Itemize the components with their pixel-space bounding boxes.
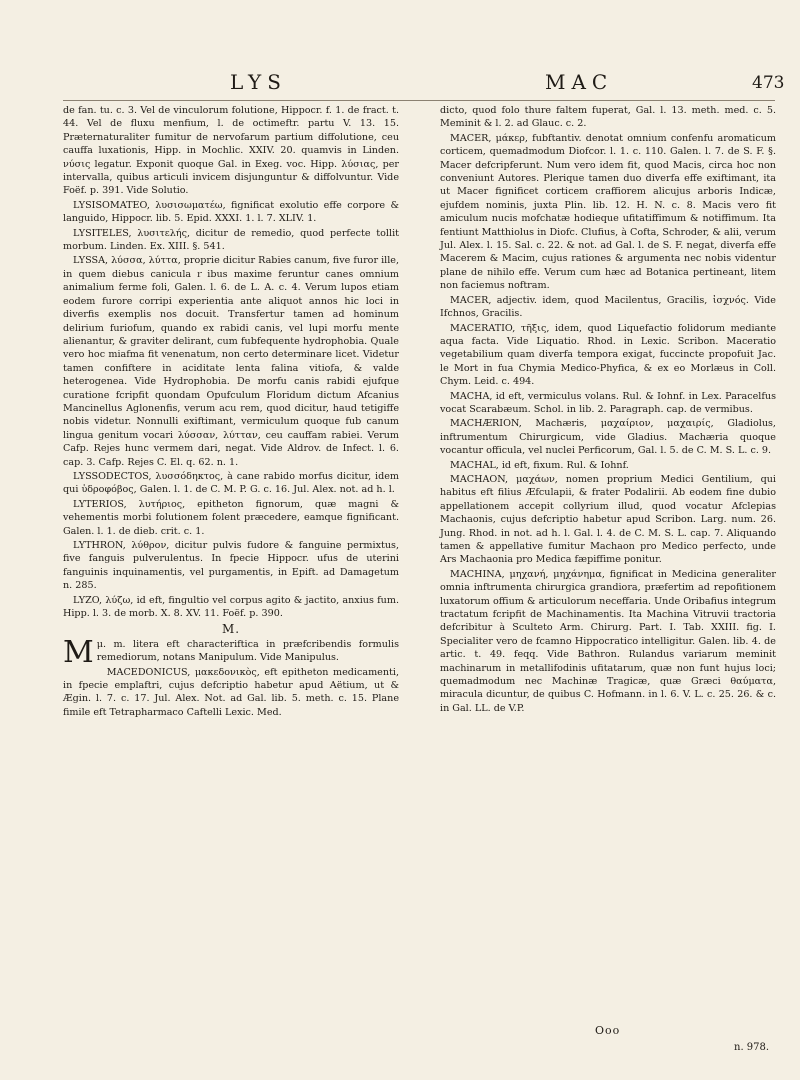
right-column bbox=[440, 104, 776, 716]
entry-paragraph: MACHA, id eft, vermiculus volans. Rul. & Iohnf. in Lex. Paracelfus vocat Scarabæum. Schol. in lib. 2. Paragraph. cap. de vermibus. bbox=[440, 390, 776, 415]
entry-paragraph: dicto, quod folo thure faltem fuperat, Gal. l. 13. meth. med. c. 5. Meminit & l. 2. ad Glauc. c. 2. bbox=[440, 105, 776, 130]
entry-text: μ. m. litera eft characteriftica in præfcribendis formulis remediorum, notans Manipulum. Vide Manipulus. bbox=[96, 638, 399, 664]
entry-paragraph: LYSSA, λύσσα, λύττα, proprie dicitur Rabies canum, five furor ille, in quem diebus caniculaｒibus maxime feruntur canes omnium animalium ferme foli, Galen. l. 6. de L. A. c. 4. Verum lupos etiam eodem furore corripi experientia ante aliquot annos hic loci in diverfis exemplis nos docuit. Transfertur tamen ad hominum delirium furiofum, quando ex rabidi canis, vel lupi morfu mente alienantur, & graviter delirant, cum fubfequente hydrophobia. Quale vero hoc miafma fit venenatum, non certo determinare licet. Videtur tamen confiftere in aciditate lenta falina vitiofa, & valde heterogenea. Vide Hydrophobia. De morfu canis rabidi ejufque curatione fcripfit quondam Opufculum Floridum dictum Afcanius Mancinellus Aglonenfis, verum acu rem, quod dicitur, haud tetigiffe nobis videtur. Nonnulli exiftimant, vermiculum quoque fub canum lingua genitum vocari λύσσαν, λύτταν, ceu cauffam rabiei. Verum Cafp. Rejes hunc vermem dari, negat. Vide Aldrov. de Infect. l. 6. cap. 3. Cafp. Rejes C. El. q. 62. n. 1. bbox=[63, 255, 400, 468]
entry-paragraph: MACER, adjectiv. idem, quod Macilentus, Gracilis, ἰσχνός. Vide Ifchnos, Gracilis. bbox=[440, 294, 776, 320]
entry-paragraph: LYTERIOS, λυτήριος, epitheton fignorum, quæ magni & vehementis morbi folutionem folent præcedere, eamque fignificant. Galen. l. 1. de dieb. crit. c. 1. bbox=[63, 498, 399, 537]
running-head-left: LYS bbox=[230, 70, 287, 94]
entry-paragraph: MACHINA, μηχανή, μηχάνημα, fignificat in Medicina generaliter omnia inftrumenta chirurgica grandiora, præfertim ad repofitionem luxatorum offium & articulorum neceffaria. Unde Oribafius integrum tractatum fcripfit de Machinamentis. Ita Machina Vitruvii tractoria defcribitur à Sculteto Arm. Chirurg. Part. I. Tab. XXIII. fig. I. Specialiter vero de fcamno Hippocratico intelligitur. Galen. lib. 4. de artic. t. 49. feqq. Vide Bathron. Rulandus variarum meminit machinarum in metallifodinis ufitatarum, quæ non funt hujus loci; quemadmodum nec Machinæ Tragicæ, quæ Græci θαύματα, miracula dicuntur, de quibus C. Hofmann. in l. 6. V. L. c. 25. 26. & c. in Gal. LL. de V.P. bbox=[440, 568, 776, 714]
entry-paragraph bbox=[63, 634, 399, 670]
drop-cap: M bbox=[63, 634, 94, 670]
entry-paragraph: MACHÆRION, Machæris, μαχαίριον, μαχαιρίς, Gladiolus, inftrumentum Chirurgicum, vide Gladius. Machæria quoque vocantur officula, vel nuclei Perficorum, Gal. l. 5. de C. M. S. L. c. 9. bbox=[440, 418, 776, 457]
left-column bbox=[63, 104, 399, 720]
running-head-right: MAC bbox=[545, 70, 614, 94]
entry-paragraph: MACER, μάκερ, fubftantiv. denotat omnium confenfu aromaticum corticem, quemadmodum Diofcor. l. 1. c. 110. Galen. l. 7. de S. F. §. Macer defcripferunt. Num vero idem fit, quod Macis, circa hoc non conveniunt Autores. Plerique tamen duo diverfa effe exiftimant, ita ut Macer fignificet corticem craffiorem alicujus arboris Indicæ, ejufdem nominis, juxta Plin. lib. 12. H. N. c. 8. Macis vero fit amiculum nucis mofchatæ hodieque ufitatiffimum & notiffimum. Ita fentiunt Matthiolus in Diofc. Clufius, à Cofta, Schroder, & alii, verum Jul. Alex. l. 15. Sal. c. 22. & not. ad Gal. l. de S. F. negat, diverfa effe Macerem & Macim, cujus rationes & argumenta nec nobis videntur plane de nihilo effe. Verum cum hæc ad Botanica pertineant, litem non faciemus noftram. bbox=[440, 132, 776, 292]
catchword: n. 978. bbox=[734, 1042, 770, 1053]
entry-paragraph: MACERATIO, τῆξις, idem, quod Liquefactio folidorum mediante aqua facta. Vide Liquatio. Rhod. in Lexic. Scribon. Maceratio vegetabilium quam diverfa tempora exigat, fuccincte propofuit Jac. le Mort in fua Chymia Medico-Phyfica, & ex eo Morlæus in Coll. Chym. Leid. c. 494. bbox=[440, 322, 776, 388]
entry-paragraph: LYSISOMATEO, λυσισωματέω, fignificat exolutio effe corpore & languido, Hippocr. lib. 5. Epid. XXXI. 1. l. 7. XLIV. 1. bbox=[63, 199, 399, 225]
entry-paragraph: LYSITELES, λυσιτελής, dicitur de remedio, quod perfecte tollit morbum. Linden. Ex. XIII. §. 541. bbox=[63, 227, 399, 253]
entry-paragraph: LYSSODECTOS, λυσσόδηκτος, à cane rabido morfus dicitur, idem qui ὑδροφόβος, Galen. l. 1. de C. M. P. G. c. 16. Jul. Alex. not. ad h. l. bbox=[63, 470, 399, 496]
entry-paragraph: LYZO, λύζω, id eft, fingultio vel corpus agito & jactito, anxius fum. Hipp. l. 3. de morb. X. 8. XV. 11. Foëf. p. 390. bbox=[63, 594, 399, 620]
section-heading: M. bbox=[221, 622, 241, 637]
signature-mark: Ooo bbox=[595, 1024, 621, 1037]
entry-paragraph: LYTHRON, λύθρον, dicitur pulvis fudore & fanguine permixtus, five fanguis pulverulentus. In fpecie Hippocr. ufus de uterini fanguinis inquinamentis, vel purgamentis, in Epift. ad Damagetum n. 285. bbox=[63, 540, 399, 592]
entry-paragraph: MACHAL, id eft, fixum. Rul. & Iohnf. bbox=[450, 459, 629, 471]
entry-paragraph: MACHAON, μαχάων, nomen proprium Medici Gentilium, qui habitus eft filius Æfculapii, & frater Podalirii. Ab eodem fine dubio appellationem accepit collyrium illud, quod vocatur Afclepias Machaonis, cujus defcriptio habetur apud Scribon. Larg. num. 26. Jung. Rhod. in not. ad h. l. Gal. l. 4. de C. M. S. L. cap. 7. Aliquando tamen & appellative fumitur Machaon pro Medico perfecto, unde Ars Machaonia pro Medica fæpiffime ponitur. bbox=[440, 473, 776, 566]
page-number: 473 bbox=[752, 73, 785, 93]
entry-paragraph: de fan. tu. c. 3. Vel de vinculorum folutione, Hippocr. f. 1. de fract. t. 44. Vel de fluxu menfium, l. de octimeftr. partu V. 13. 15. Præternaturaliter fumitur de nervofarum partium diffolutione, ceu cauffa luxationis, Hipp. in Mochlic. XXIV. 20. quamvis in Linden. νύσις legatur. Exponit quoque Gal. in Exeg. voc. Hipp. λύσιας, per intervalla, quibus articuli invicem disjunguntur & diffolvuntur. Vide Foëf. p. 391. Vide Solutio. bbox=[63, 105, 399, 197]
header-rule bbox=[63, 100, 775, 101]
entry-paragraph: MACEDONICUS, μακεδονικὸς, eft epitheton medicamenti, in fpecie emplaftri, cujus defcriptio habetur apud Aëtium, ut & Ægin. l. 7. c. 17. Jul. Alex. Not. ad Gal. lib. 5. meth. c. 15. Plane fimile eft Tetrapharmaco Caftelli Lexic. Med. bbox=[63, 666, 399, 718]
